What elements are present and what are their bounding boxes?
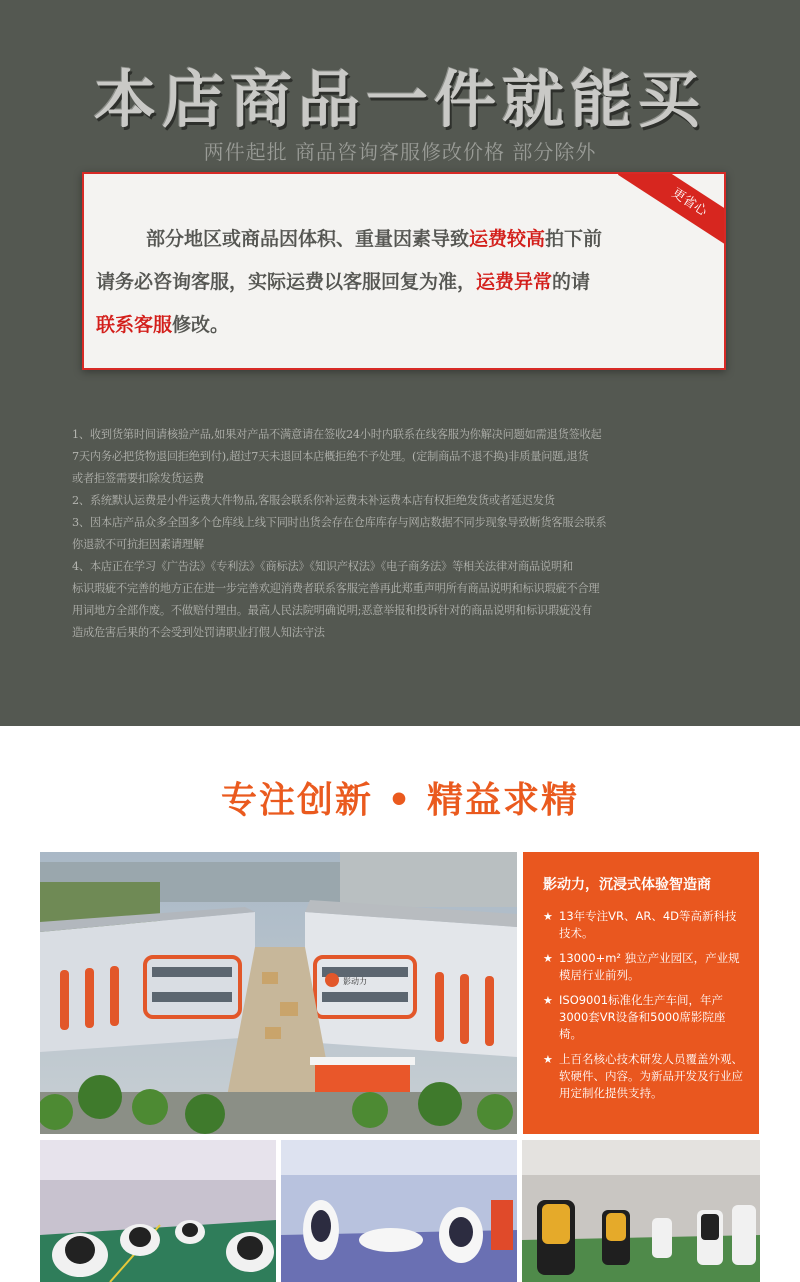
workshop-photo-2 (281, 1140, 517, 1282)
notice-line-3-tail: 修改。 (172, 314, 230, 336)
star-icon: ★ (543, 952, 553, 965)
terms-line: 用词地方全部作废。不做赔付理由。最高人民法院明确说明;恶意举报和投诉针对的商品说明和标识瑕疵没有 (72, 604, 592, 617)
notice-line-1-tail: 拍下前 (545, 228, 603, 250)
notice-highlight-abnormal-freight: 运费异常 (476, 271, 553, 293)
shipping-notice-card (82, 172, 726, 370)
feature-item (543, 950, 743, 984)
section-title: 专注创新 • 精益求精 (220, 780, 580, 821)
notice-subheadline: 两件起批 商品咨询客服修改价格 部分除外 (203, 140, 597, 164)
terms-line: 2、系统默认运费是小件运费大件物品,客服会联系你补运费未补运费本店有权拒绝发货或者延迟发货 (72, 494, 555, 507)
company-intro-panel (523, 852, 759, 1134)
star-icon: ★ (543, 910, 553, 923)
factory-photo (40, 852, 517, 1134)
notice-line-2: 请务必咨询客服，实际运费以客服回复为准， (96, 271, 477, 293)
feature-text: 上百名核心技术研发人员覆盖外观、软硬件、内容。为新品开发及行业应用定制化提供支持。 (559, 1052, 743, 1100)
notice-headline: 本店商品一件就能买 (93, 63, 706, 136)
star-icon: ★ (543, 994, 553, 1007)
notice-highlight-contact-service: 联系客服 (96, 314, 173, 336)
terms-line: 你退款不可抗拒因素请理解 (72, 538, 204, 551)
feature-text: ISO9001标准化生产车间，年产3000套VR设备和5000席影院座椅。 (559, 993, 726, 1041)
terms-line: 3、因本店产品众多全国多个仓库线上线下同时出货会存在仓库库存与网店数据不同步现象导致断货客服会联系 (72, 516, 607, 529)
shipping-notice-text (96, 218, 716, 347)
workshop-photo-1 (40, 1140, 276, 1282)
terms-line: 1、收到货第时间请核验产品,如果对产品不满意请在签收24小时内联系在线客服为你解决问题如需退货签收起 (72, 428, 602, 441)
terms-list (72, 424, 742, 644)
terms-line: 标识瑕疵不完善的地方正在进一步完善欢迎消费者联系客服完善再此郑重声明所有商品说明和标识瑕疵不合理 (72, 582, 600, 595)
feature-item (543, 1051, 743, 1102)
notice-line-2-tail: 的请 (552, 271, 591, 293)
notice-line-1: 部分地区或商品因体积、重量因素导致 (146, 228, 470, 250)
feature-text: 13年专注VR、AR、4D等高新科技技术。 (559, 909, 737, 940)
terms-line: 造成危害后果的不会受到处罚请职业打假人知法守法 (72, 626, 325, 639)
feature-list (543, 908, 743, 1102)
feature-item (543, 992, 743, 1043)
feature-item (543, 908, 743, 942)
terms-line: 4、本店正在学习《广告法》《专利法》《商标法》《知识产权法》《电子商务法》等相关法律对商品说明和 (72, 560, 573, 573)
star-icon: ★ (543, 1053, 553, 1066)
workshop-photo-3 (522, 1140, 760, 1282)
building-sign: 影动力 (343, 977, 367, 986)
company-intro-title: 影动力，沉浸式体验智造商 (543, 877, 711, 893)
terms-line: 7天内务必把货物退回拒绝到付),超过7天未退回本店概拒绝不予处理。(定制商品不退不换)非质量问题,退货 (72, 450, 589, 463)
corner-ribbon: 更省心 (618, 172, 726, 256)
terms-line: 或者拒签需要扣除发货运费 (72, 472, 204, 485)
feature-text: 13000+m² 独立产业园区，产业规模居行业前列。 (559, 951, 740, 982)
notice-highlight-high-freight: 运费较高 (469, 228, 546, 250)
